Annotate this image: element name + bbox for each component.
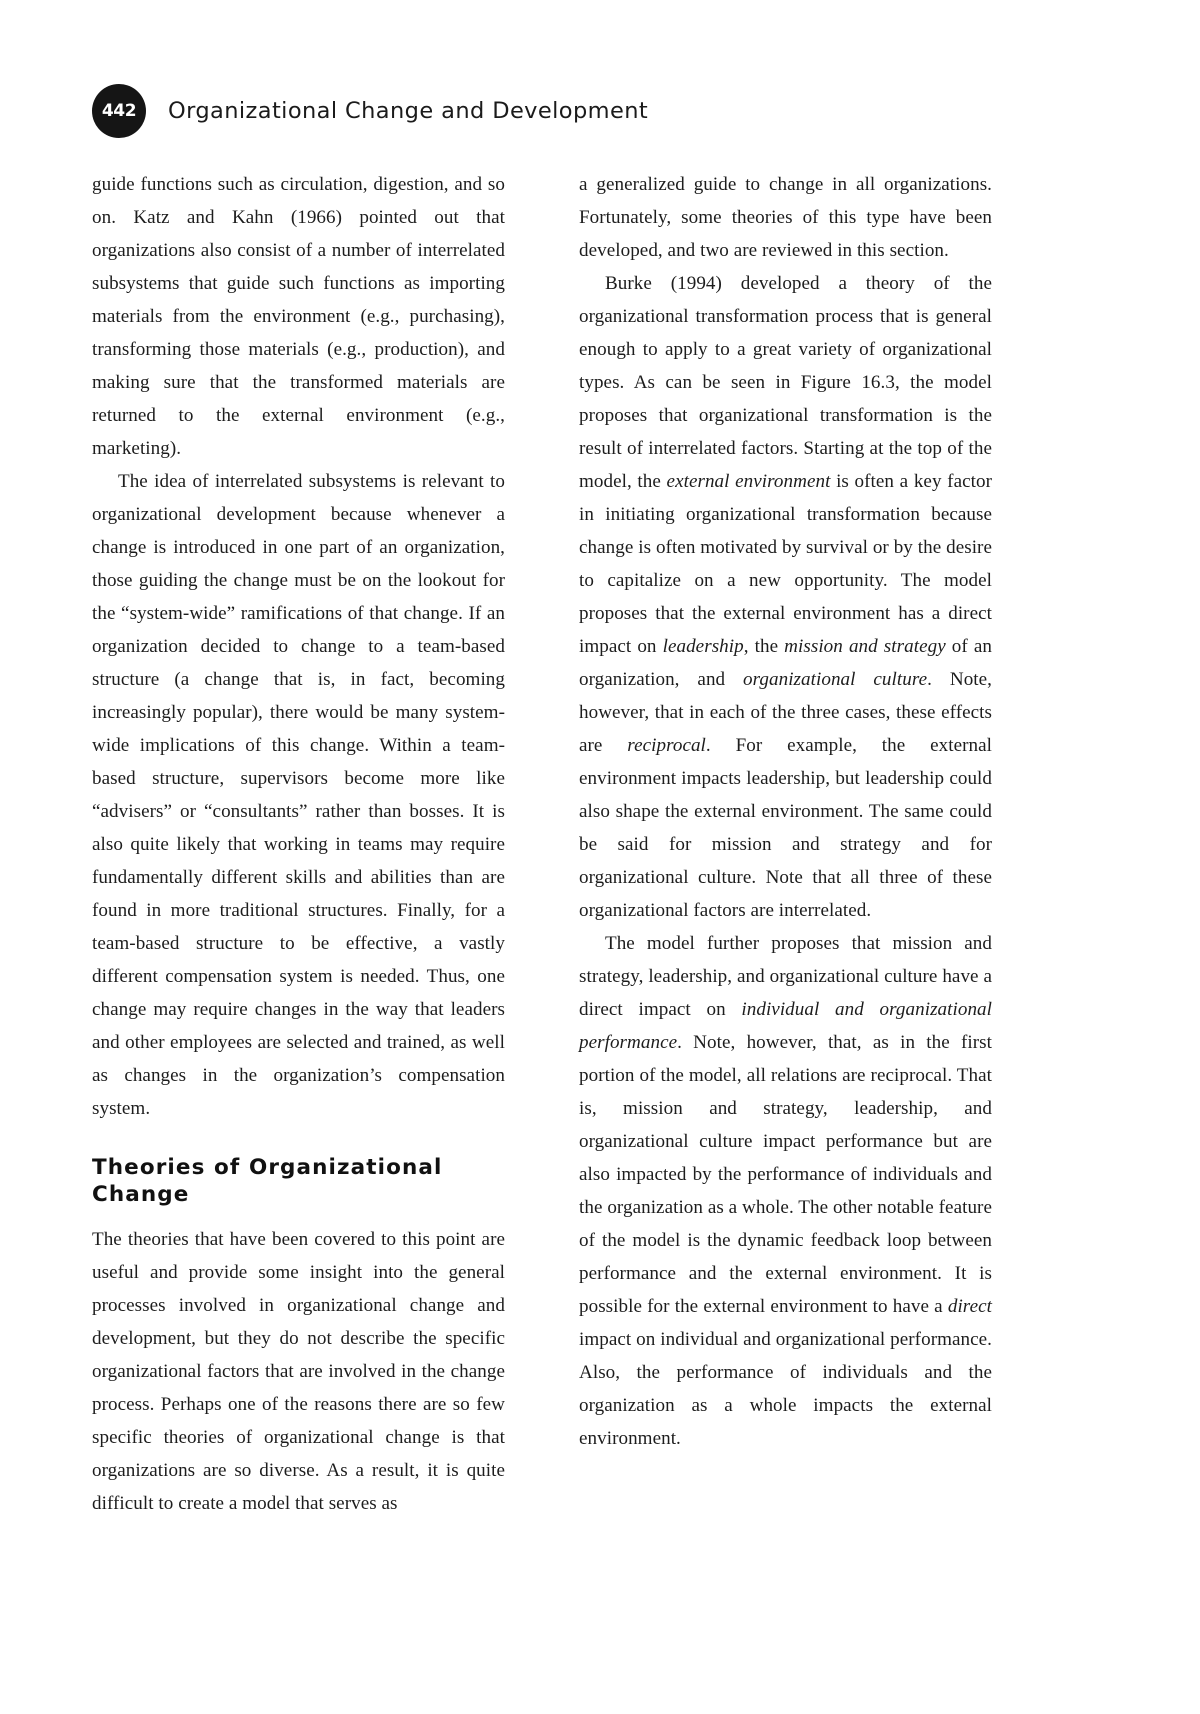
- body-columns: [92, 168, 992, 1598]
- right-column-paragraphs: [579, 168, 992, 1455]
- emphasized-term: leadership: [662, 636, 744, 657]
- running-head-title: Organizational Change and Development: [168, 98, 649, 124]
- paragraph: Burke (1994) developed a theory of the organizational transformation process that is general enough to apply to a great variety of organizational types. As can be seen in Figure 16.3, the model proposes that organizational transformation is the result of interrelated factors. Starting at the top of the model, the external environment is often a key factor in initiating organizational transformation because change is often motivated by survival or by the desire to capitalize on a new opportunity. The model proposes that the external environment has a direct impact on leadership, the mission and strategy of an organization, and organizational culture. Note, however, that in each of the three cases, these effects are reciprocal. For example, the external environment impacts leadership, but leadership could also shape the external environment. The same could be said for mission and strategy and for organizational culture. Note that all three of these organizational factors are interrelated.: [579, 273, 993, 921]
- column-left: [92, 168, 505, 1598]
- paragraph: The theories that have been covered to this point are useful and provide some insight into the general processes involved in organizational change and development, but they do not describe the specific organizational factors that are involved in the change process. Perhaps one of the reasons there are so few specific theories of organizational change is that organizations are so diverse. As a result, it is quite difficult to create a model that serves as: [92, 1228, 505, 1514]
- emphasized-term: direct: [947, 1296, 992, 1317]
- left-column-paragraphs: [92, 168, 505, 1125]
- paragraph: a generalized guide to change in all organizations. Fortunately, some theories of this type have been developed, and two are reviewed in this section.: [579, 174, 992, 261]
- column-right: [579, 168, 992, 1598]
- emphasized-term: organizational culture: [743, 669, 928, 690]
- emphasized-term: individual and organizational performance: [579, 999, 993, 1053]
- running-head: [92, 82, 648, 140]
- emphasized-term: mission and strategy: [784, 636, 946, 657]
- paragraph: guide functions such as circulation, digestion, and so on. Katz and Kahn (1966) pointed out that organizations also consist of a number of interrelated subsystems that guide such functions as importing materials from the environment (e.g., purchasing), transforming those materials (e.g., production), and making sure that the transformed materials are returned to the external environment (e.g., marketing).: [92, 174, 505, 459]
- paragraph: The idea of interrelated subsystems is relevant to organizational development because whenever a change is introduced in one part of an organization, those guiding the change must be on the lookout for the “system-wide” ramifications of that change. If an organization decided to change to a team-based structure (a change that is, in fact, becoming increasingly popular), there would be many system-wide implications of this change. Within a team-based structure, supervisors become more like “advisers” or “consultants” rather than bosses. It is also quite likely that working in teams may require fundamentally different skills and abilities than are found in more traditional structures. Finally, for a team-based structure to be effective, a vastly different compensation system is needed. Thus, one change may require changes in the way that leaders and other employees are selected and trained, as well as changes in the organization’s compensation system.: [92, 471, 505, 1119]
- emphasized-term: external environment: [666, 471, 831, 492]
- paragraph: The model further proposes that mission and strategy, leadership, and organizational culture have a direct impact on individual and organizational performance. Note, however, that, as in the first portion of the model, all relations are reciprocal. That is, mission and strategy, leadership, and organizational culture impact performance but are also impacted by the performance of individuals and the organization as a whole. The other notable feature of the model is the dynamic feedback loop between performance and the external environment. It is possible for the external environment to have a direct impact on individual and organizational performance. Also, the performance of individuals and the organization as a whole impacts the external environment.: [579, 933, 993, 1449]
- page-number-badge: 442: [92, 84, 146, 138]
- left-column-paragraphs-after-heading: [92, 1223, 505, 1520]
- emphasized-term: reciprocal: [627, 735, 706, 756]
- section-heading-theories-of-organizational-change: Theories of Organizational Change: [92, 1155, 443, 1207]
